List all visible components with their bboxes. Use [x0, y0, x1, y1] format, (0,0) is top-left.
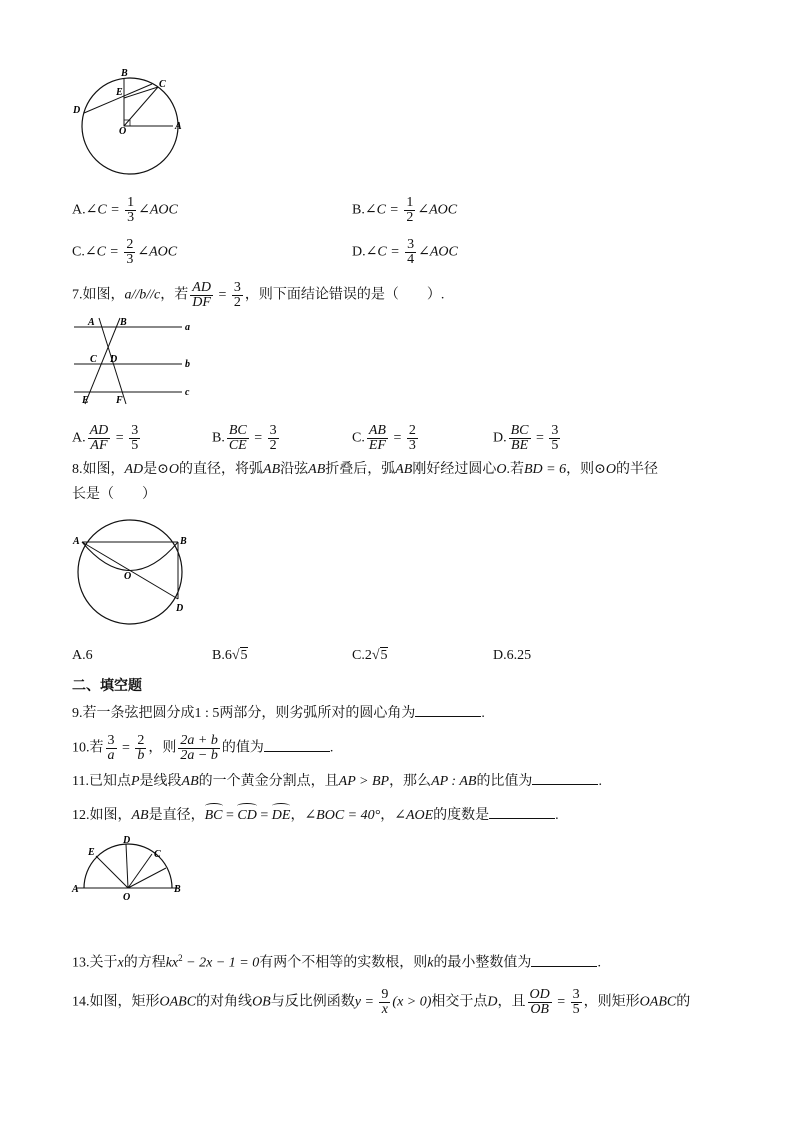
fig8-label-B: B — [180, 536, 187, 547]
fig6-label-A: A — [175, 121, 182, 132]
fig12-label-O: O — [123, 892, 131, 903]
fig7-label-C: C — [90, 354, 97, 365]
fig6-label-C: C — [159, 79, 166, 90]
q8-circle-fold-figure — [70, 514, 200, 630]
q14: 14.如图，矩形OABC的对角线OB与反比例函数y = $\frac{9}{x}$ (x > 0)相交于点D，且 $\frac{OD}{OB}$ = $\frac{3}{5}$ ，则矩形OABC的 — [72, 987, 691, 1017]
q7-stem: 7.如图，a//b//c，若 $\frac{AD}{DF}$ = $\frac{3}{2}$ ，则下面结论错误的是（ ）. — [72, 280, 445, 310]
fig8-label-A: A — [73, 536, 80, 547]
fig6-label-D: D — [73, 105, 81, 116]
q9: 9.若一条弦把圆分成1 : 5两部分，则劣弧所对的圆心角为 . — [72, 702, 485, 724]
q8-option-b: B.6√5 — [212, 648, 248, 663]
fig7-label-E: E — [82, 395, 89, 406]
fig7-label-D: D — [110, 354, 118, 365]
q6-option-a: A.∠C = $\frac{1}{3}$ ∠AOC — [72, 195, 178, 225]
q11-answer-blank[interactable] — [532, 770, 598, 785]
q11: 11.已知点P是线段AB的一个黄金分割点，且AP > BP，那么AP : AB的比值为 . — [72, 770, 602, 792]
q8-stem-line1: 8.如图，AD是⊙O的直径，将弧AB沿弦AB折叠后，弧AB刚好经过圆心O.若BD = 6，则⊙O的半径 — [72, 462, 658, 477]
fig7-label-A: A — [88, 317, 95, 328]
fig7-label-b: b — [185, 359, 190, 370]
q8-option-c: C.2√5 — [352, 648, 388, 663]
q9-answer-blank[interactable] — [415, 702, 481, 717]
q7-option-b: B. $\frac{BC}{CE}$ = $\frac{3}{2}$ — [212, 423, 277, 453]
q8-option-a: A.6 — [72, 648, 93, 663]
fig12-label-C: C — [154, 849, 161, 860]
fig7-label-B: B — [120, 317, 127, 328]
fig12-label-D: D — [123, 835, 131, 846]
q12: 12.如图，AB是直径，BC = CD = DE，∠BOC = 40°，∠AOE的度数是 . — [72, 804, 559, 826]
fig6-label-B: B — [121, 68, 128, 79]
q7-option-c: C. $\frac{AB}{EF}$ = $\frac{2}{3}$ — [352, 423, 416, 453]
q7-parallel-lines-figure — [70, 312, 200, 408]
fig7-label-c: c — [185, 387, 190, 398]
q6-option-b: B.∠C = $\frac{1}{2}$ ∠AOC — [352, 195, 458, 225]
q8-stem-line2: 长是（ ） — [72, 487, 156, 502]
fig8-label-O: O — [124, 571, 132, 582]
q12-answer-blank[interactable] — [489, 804, 555, 819]
fig12-label-A: A — [72, 884, 79, 895]
q8-option-d: D.6.25 — [493, 648, 532, 663]
q10-answer-blank[interactable] — [264, 737, 330, 752]
section-title-fill-in-blank: 二、填空题 — [72, 678, 142, 694]
q6-option-c: C.∠C = $\frac{2}{3}$ ∠AOC — [72, 237, 178, 267]
fig12-label-B: B — [174, 884, 181, 895]
fig7-label-F: F — [116, 395, 123, 406]
q6-option-d: D.∠C = $\frac{3}{4}$ ∠AOC — [352, 237, 458, 267]
fig7-label-a: a — [185, 322, 190, 333]
q10: 10.若 $\frac{3}{a}$ = $\frac{2}{b}$ ，则 $\frac{2a + b}{2a - b}$ 的值为 . — [72, 733, 334, 763]
q12-semicircle-figure — [70, 834, 190, 908]
fig8-label-D: D — [176, 603, 184, 614]
q13: 13.关于x的方程$kx^2 - 2x - 1 = 0$有两个不相等的实数根，则k的最小整数值为 . — [72, 953, 601, 971]
fig6-label-O: O — [119, 126, 127, 137]
q13-answer-blank[interactable] — [531, 952, 597, 967]
q7-option-a: A. $\frac{AD}{AF}$ = $\frac{3}{5}$ — [72, 423, 139, 453]
q6-circle-figure — [70, 66, 200, 178]
fig6-label-E: E — [116, 87, 123, 98]
fig12-label-E: E — [88, 847, 95, 858]
q7-option-d: D. $\frac{BC}{BE}$ = $\frac{3}{5}$ — [493, 423, 559, 453]
